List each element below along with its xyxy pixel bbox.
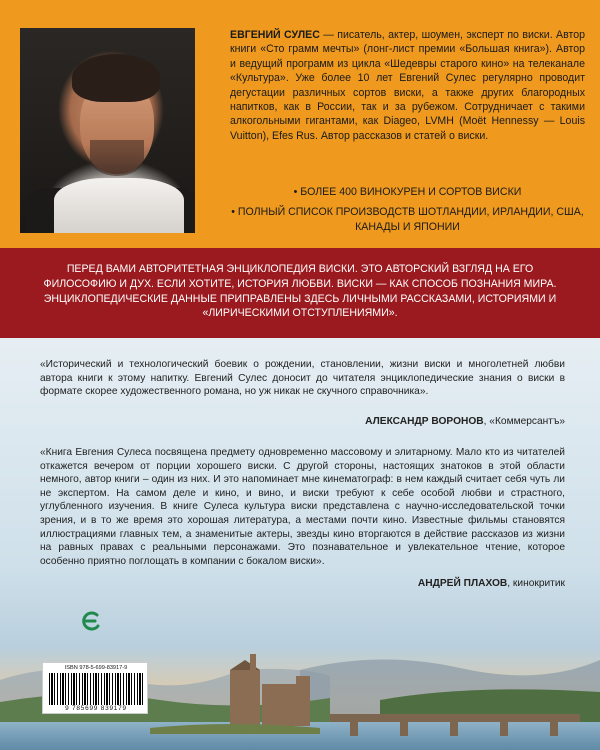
review-source-1: , «Коммерсантъ» [483,416,565,427]
feature-bullets [230,185,585,240]
feature-bullet: • БОЛЕЕ 400 ВИНОКУРЕН И СОРТОВ ВИСКИ [293,186,522,198]
author-name: ЕВГЕНИЙ СУЛЕС [230,29,320,41]
review-attribution-2 [40,578,565,589]
author-bio-text: — писатель, актер, шоумен, эксперт по виски. Автор книги «Сто грамм мечты» (лонг-лист премии «Большая книга»). Автор и ведущий программ из цикла «Шедевры старого кино» на телеканале «Культура». Уже более 10 лет Евгений Сулес регулярно проводит дегустации различных сортов виски, а также других благородных напитков, как в России, так и за рубежом. Сотрудничает с такими алкогольными гигантами, как Diageo, LVMH (Moët Hennessy — Louis Vuitton), Efes Rus. Автор рассказов и статей о виски. [230,29,585,142]
review-quote-1: «Исторический и технологический боевик о рождении, становлении, жизни виски и многолетней любви автора книги к этому напитку. Евгений Сулес доносит до читателя энциклопедические знания о виски в формате скорее художественного романа, но уж никак не скучного справочника». [40,359,565,398]
review-source-2: , кинокритик [507,578,565,589]
review-author-1: АЛЕКСАНДР ВОРОНОВ [365,416,484,427]
summary-text: ПЕРЕД ВАМИ АВТОРИТЕТНАЯ ЭНЦИКЛОПЕДИЯ ВИСКИ. ЭТО АВТОРСКИЙ ВЗГЛЯД НА ЕГО ФИЛОСОФИЮ И ДУХ. ЕСЛИ ХОТИТЕ, ИСТОРИЯ ЛЮБВИ. ВИСКИ — КАК СПОСОБ ПОЗНАНИЯ МИРА. ЭНЦИКЛОПЕДИЧЕСКИЕ ДАННЫЕ ПРИПРАВЛЕНЫ ЗДЕСЬ ЛИЧНЫМИ РАССКАЗАМИ, ИСТОРИЯМИ И «ЛИРИЧЕСКИМИ ОТСТУПЛЕНИЯМИ». [43,263,557,320]
photo-shirt [54,178,184,233]
publisher-logo-icon [82,610,102,632]
isbn-label: ISBN 978-5-699-83917-9 [64,665,128,671]
summary-band [0,248,600,338]
feature-bullet: • ПОЛНЫЙ СПИСОК ПРОИЗВОДСТВ ШОТЛАНДИИ, ИРЛАНДИИ, США, КАНАДЫ И ЯПОНИИ [231,206,584,233]
review-quote-2: «Книга Евгения Сулеса посвящена предмету одновременно массовому и элитарному. Мало кто из читателей откажется вечером от порции хорошего виски. С другой стороны, настоящих знатоков в этой области немного, автор книги – один из них. И это напоминает мне кинематограф: в нем каждый считает себя чуть ли не экспертом. На самом деле и кино, и вино, и виски требуют к себе особой любви и страстного, углубленного изучения. В книге Сулеса культура виски представлена с научно-исследовательской точки зрения, и в то же время это хорошая литература, а местами почти кино. Известные фильмы становятся иллюстрациями главных тем, а знаменитые актеры, звезды кино вторгаются в действие рассказов из жизни на равных правах с реальными персонажами. Это познавательное и увлекательное чтение, которое особенно приятно поглощать в компании с бокалом виски». [40,447,565,567]
isbn-barcode [42,662,148,714]
photo-beard [90,140,144,176]
author-bio [230,28,585,143]
barcode-bars [49,673,143,705]
castle [230,654,310,726]
photo-hair [72,54,160,102]
review-attribution-1 [40,416,565,427]
barcode-digits: 9 785699 839179 [65,705,127,712]
author-photo [20,28,195,233]
review-author-2: АНДРЕЙ ПЛАХОВ [417,578,508,589]
